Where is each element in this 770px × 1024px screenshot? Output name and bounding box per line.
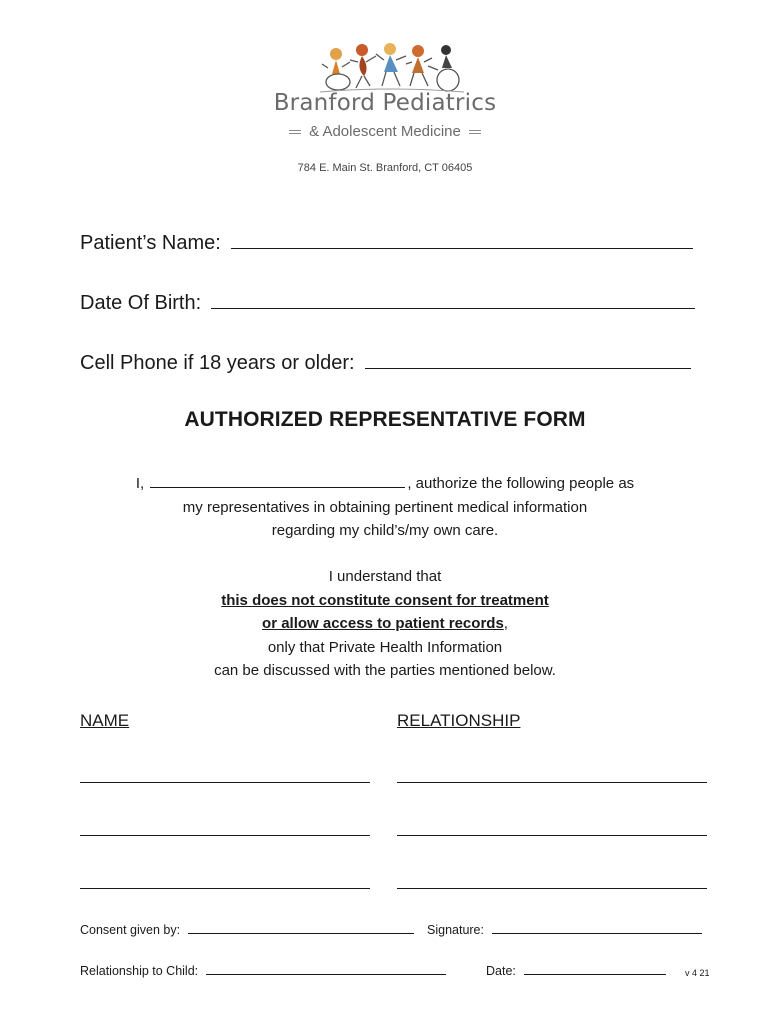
discuss-line: can be discussed with the parties mentioned below. <box>214 662 556 679</box>
patient-name-label: Patient’s Name: <box>80 232 221 254</box>
form-title: AUTHORIZED REPRESENTATIVE FORM <box>184 408 586 431</box>
dob-label: Date Of Birth: <box>80 292 202 314</box>
signature-field <box>427 923 702 937</box>
consent-disclaimer-1: this does not constitute consent for treatment <box>221 591 549 609</box>
intro-line-3: regarding my child’s/my own care. <box>271 522 499 539</box>
dob-line[interactable] <box>211 290 695 309</box>
signature-label: Signature: <box>427 923 484 937</box>
only-line: only that Private Health Information <box>267 638 503 656</box>
cell-phone-line[interactable] <box>365 350 691 369</box>
name-line-1[interactable] <box>80 782 370 783</box>
authorizer-name-line[interactable] <box>150 474 405 488</box>
patient-name-field <box>80 230 693 255</box>
intro-line-2: my representatives in obtaining pertinent medical information <box>182 498 588 516</box>
logo-children-icon <box>318 40 466 96</box>
cell-phone-field <box>80 350 691 375</box>
authorization-paragraph <box>0 472 770 543</box>
tagline-rule-right <box>469 130 481 134</box>
relationship-column-header: RELATIONSHIP <box>397 711 521 730</box>
relationship-line-1[interactable] <box>397 782 707 783</box>
clinic-address: 784 E. Main St. Branford, CT 06405 <box>297 162 473 174</box>
relationship-line-2[interactable] <box>397 835 707 836</box>
logo-tagline <box>0 123 770 140</box>
intro-prefix: I, <box>135 475 145 492</box>
logo-name: Branford Pediatrics <box>273 90 497 116</box>
dob-field <box>80 290 695 315</box>
understanding-paragraph <box>0 565 770 683</box>
date-line[interactable] <box>524 964 666 975</box>
disclaimer-comma: , <box>503 615 508 632</box>
patient-name-line[interactable] <box>231 230 693 249</box>
relationship-to-child-field <box>80 964 446 978</box>
date-field <box>486 964 666 978</box>
cell-phone-label: Cell Phone if 18 years or older: <box>80 352 355 374</box>
consent-disclaimer-2: or allow access to patient records <box>262 615 504 632</box>
relationship-to-child-line[interactable] <box>206 964 446 975</box>
intro-suffix: , authorize the following people as <box>407 475 635 492</box>
name-line-3[interactable] <box>80 888 370 889</box>
date-label: Date: <box>486 964 516 978</box>
consent-given-field <box>80 923 414 937</box>
logo-tagline-text: & Adolescent Medicine <box>309 123 461 140</box>
name-column-header: NAME <box>80 711 130 730</box>
signature-line[interactable] <box>492 923 702 934</box>
version-label: v 4 21 <box>685 968 710 978</box>
understand-line: I understand that <box>328 568 442 585</box>
relationship-to-child-label: Relationship to Child: <box>80 964 199 978</box>
intro-line-1 <box>0 472 770 496</box>
name-line-2[interactable] <box>80 835 370 836</box>
tagline-rule-left <box>289 130 301 134</box>
relationship-line-3[interactable] <box>397 888 707 889</box>
consent-given-label: Consent given by: <box>80 923 181 937</box>
consent-given-line[interactable] <box>188 923 414 934</box>
